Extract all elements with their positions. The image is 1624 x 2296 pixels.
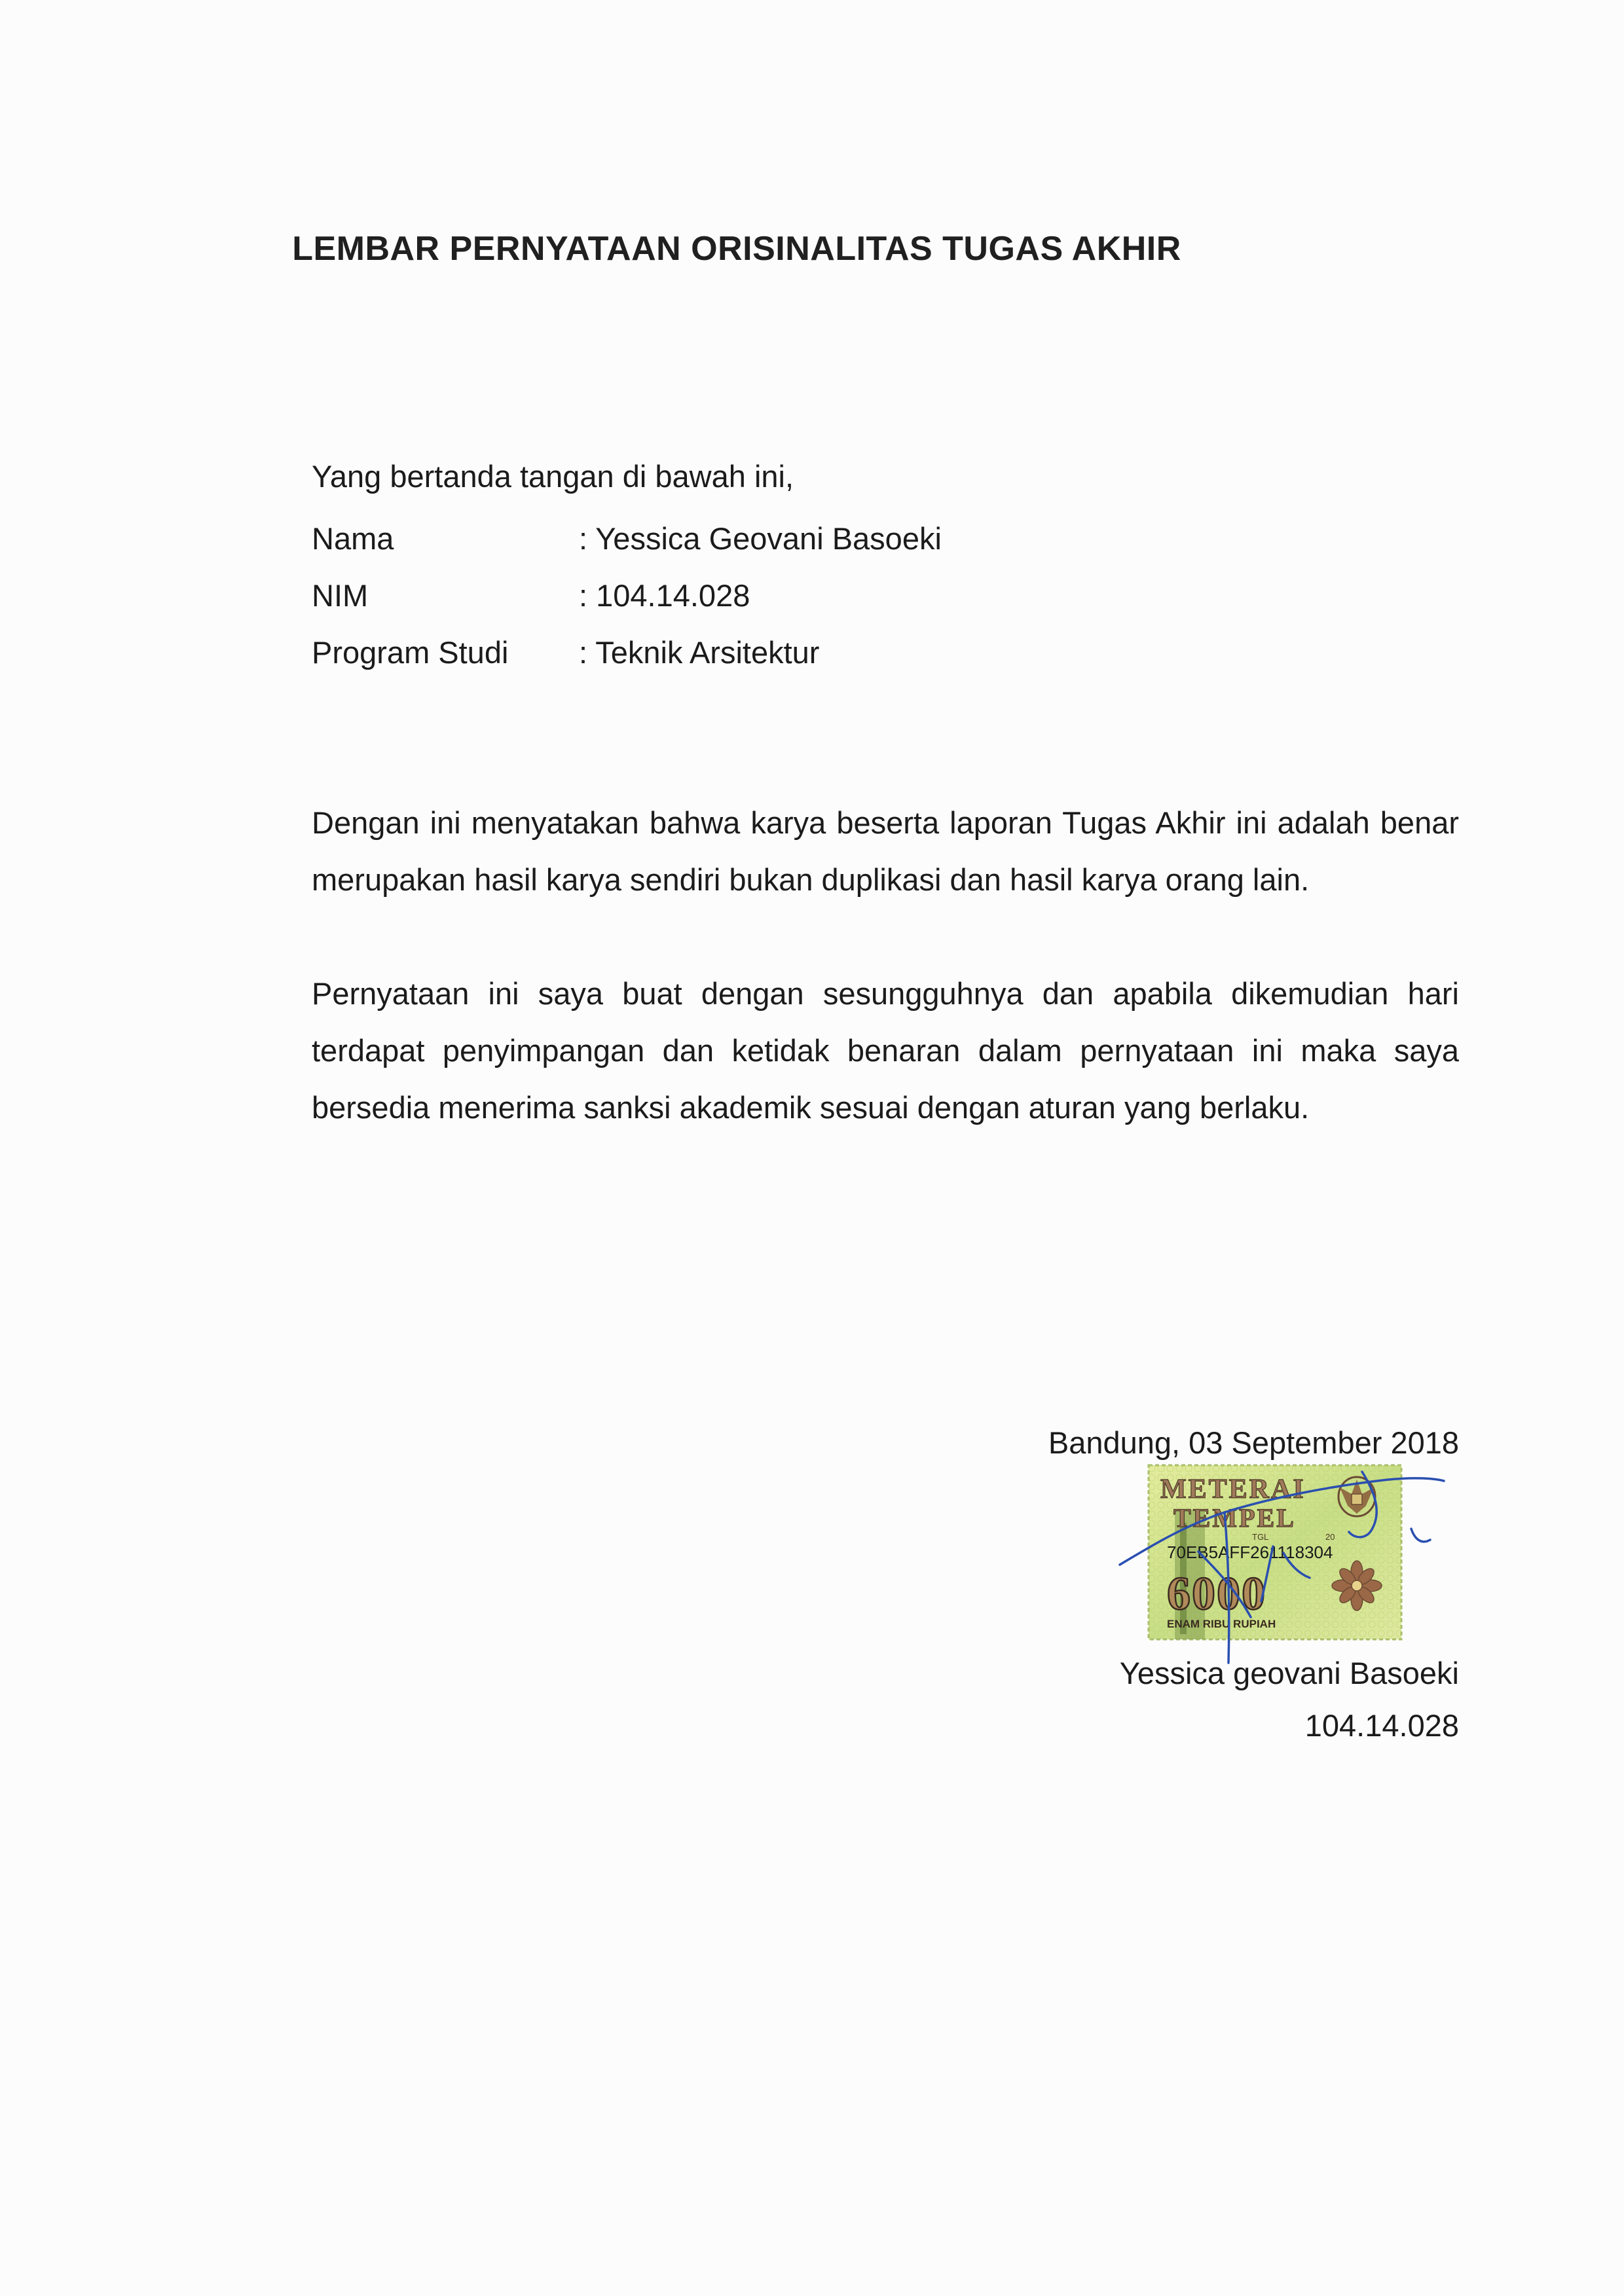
field-nim — [312, 577, 1490, 617]
field-nama — [312, 520, 1490, 560]
place-date: Bandung, 03 September 2018 — [1048, 1425, 1459, 1460]
stamp-serial: 70EB5AFF261118304 — [1167, 1542, 1333, 1562]
field-value: : Teknik Arsitektur — [579, 635, 820, 670]
signer-name: Yessica geovani Basoeki — [1119, 1656, 1459, 1690]
stamp-line1: METERAI — [1160, 1474, 1306, 1504]
statement-paragraph: Dengan ini menyatakan bahwa karya beserta laporan Tugas Akhir ini adalah benar merupakan hasil karya sendiri bukan duplikasi dan hasil karya orang lain. — [312, 805, 1459, 897]
field-label: Nama — [312, 521, 394, 556]
intro-text: Yang bertanda tangan di bawah ini, — [312, 459, 794, 494]
field-value: : Yessica Geovani Basoeki — [579, 521, 942, 556]
document-title: LEMBAR PERNYATAAN ORISINALITAS TUGAS AKHIR — [292, 230, 1181, 268]
stamp-year: 20 — [1325, 1532, 1335, 1542]
declaration-paragraph: Pernyataan ini saya buat dengan sesungguhnya dan apabila dikemudian hari terdapat penyimpangan dan ketidak benaran dalam pernyataan ini maka saya bersedia menerima sanksi akademik sesuai dengan aturan yang berlaku. — [312, 976, 1459, 1125]
field-label: NIM — [312, 578, 369, 613]
field-label: Program Studi — [312, 635, 509, 670]
field-value: : 104.14.028 — [579, 578, 750, 613]
signer-nim: 104.14.028 — [1304, 1708, 1459, 1743]
stamp-tgl: TGL — [1252, 1532, 1269, 1542]
stamp-value-words: ENAM RIBU RUPIAH — [1167, 1618, 1276, 1630]
stamp-value: 6000 — [1167, 1567, 1266, 1620]
stamp-line2: TEMPEL — [1173, 1503, 1296, 1533]
field-program-studi — [312, 634, 1490, 674]
